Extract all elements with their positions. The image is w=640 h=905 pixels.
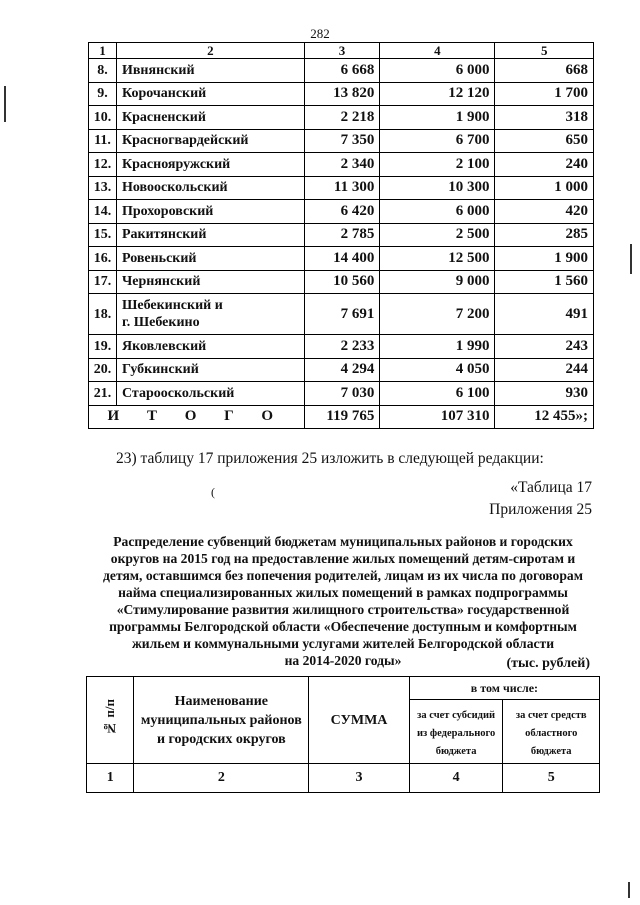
row-number-cell: 8. [89, 59, 117, 83]
title-line: детям, оставшимся без попечения родителей, лицам из их числа по договорам [103, 568, 583, 583]
col-including-label: в том числе: [470, 681, 539, 695]
table-row [89, 358, 594, 382]
instruction-paragraph: 23) таблицу 17 приложения 25 изложить в следующей редакции: [116, 450, 544, 467]
federal-amount-cell: 6 100 [380, 382, 495, 406]
regional-amount-cell: 668 [495, 59, 594, 83]
table-row [89, 294, 594, 335]
district-name-cell [116, 294, 304, 335]
column-number-cell: 2 [134, 764, 309, 793]
total-amount-cell: 7 691 [304, 294, 380, 335]
col-federal-header [409, 700, 503, 764]
total-amount-cell: 6 420 [304, 200, 380, 224]
row-number-cell: 16. [89, 247, 117, 271]
scan-edge-mark [628, 882, 630, 898]
col-sum-header [309, 677, 410, 764]
title-line: программы Белгородской области «Обеспечение доступным и комфортным [109, 619, 577, 634]
row-number-cell: 19. [89, 335, 117, 359]
regional-amount-cell: 420 [495, 200, 594, 224]
district-name-cell: Краснояружский [116, 153, 304, 177]
scan-edge-mark [630, 244, 632, 274]
row-number-cell: 12. [89, 153, 117, 177]
row-number-cell: 18. [89, 294, 117, 335]
table-row [89, 200, 594, 224]
stray-mark: ( [211, 485, 215, 499]
table-row [89, 153, 594, 177]
total-amount-cell: 6 668 [304, 59, 380, 83]
federal-amount-cell: 6 000 [380, 59, 495, 83]
row-number-cell: 17. [89, 270, 117, 294]
table-row [89, 382, 594, 406]
col-federal-label: за счет субсидий из федерального бюджета [416, 709, 496, 757]
column-number-cell: 3 [309, 764, 410, 793]
federal-amount-cell: 6 000 [380, 200, 495, 224]
row-number-cell: 10. [89, 106, 117, 130]
unit-label: (тыс. рублей) [506, 656, 590, 671]
regional-amount-cell: 650 [495, 129, 594, 153]
federal-amount-cell: 1 990 [380, 335, 495, 359]
district-name-cell: Прохоровский [116, 200, 304, 224]
col-including-header [409, 677, 599, 700]
row-number-cell: 15. [89, 223, 117, 247]
regional-amount-cell: 285 [495, 223, 594, 247]
regional-amount-cell: 1 700 [495, 82, 594, 106]
header-cell: 3 [304, 43, 380, 59]
title-line: округов на 2015 год на предоставление жилых помещений детям-сиротам и [110, 551, 576, 566]
total-amount-cell: 7 350 [304, 129, 380, 153]
total-amount-cell: 7 030 [304, 382, 380, 406]
header-cell: 2 [116, 43, 304, 59]
table-row [89, 335, 594, 359]
row-number-cell: 9. [89, 82, 117, 106]
reference-line: Приложения 25 [489, 501, 592, 518]
district-name-cell: Ивнянский [116, 59, 304, 83]
district-name-cell: Яковлевский [116, 335, 304, 359]
scan-edge-mark [4, 86, 6, 122]
total-amount-cell: 13 820 [304, 82, 380, 106]
column-number-cell: 1 [87, 764, 134, 793]
regional-amount-cell: 244 [495, 358, 594, 382]
col-name-label: Наименование муниципальных районов и городских округов [140, 693, 302, 747]
table-row [89, 106, 594, 130]
column-number-cell: 5 [503, 764, 600, 793]
document-title [86, 533, 600, 669]
regional-amount-cell: 240 [495, 153, 594, 177]
total-amount-cell: 2 785 [304, 223, 380, 247]
col-number-label: № п/п [102, 699, 118, 736]
regional-amount-cell: 491 [495, 294, 594, 335]
table-header-row [89, 43, 594, 59]
new-table-header [86, 676, 600, 793]
table-row [89, 247, 594, 271]
federal-amount-cell: 2 100 [380, 153, 495, 177]
regional-amount-cell: 243 [495, 335, 594, 359]
title-line: жильем и коммунальными услугами жителей Белгородской области [131, 636, 555, 651]
title-line: найма специализированных жилых помещений в рамках подпрограммы [118, 585, 568, 600]
regional-amount-cell: 12 455»; [495, 405, 594, 429]
federal-amount-cell: 12 120 [380, 82, 495, 106]
federal-amount-cell: 6 700 [380, 129, 495, 153]
federal-amount-cell: 107 310 [380, 405, 495, 429]
table-row [89, 129, 594, 153]
federal-amount-cell: 12 500 [380, 247, 495, 271]
federal-amount-cell: 7 200 [380, 294, 495, 335]
header-cell: 5 [495, 43, 594, 59]
federal-amount-cell: 9 000 [380, 270, 495, 294]
table-row [89, 223, 594, 247]
total-amount-cell: 11 300 [304, 176, 380, 200]
total-amount-cell: 10 560 [304, 270, 380, 294]
total-label-cell: И Т О Г О [89, 405, 305, 429]
row-number-cell: 13. [89, 176, 117, 200]
table-row [89, 176, 594, 200]
col-name-header [134, 677, 309, 764]
district-name-cell: Красногвардейский [116, 129, 304, 153]
header-cell: 4 [380, 43, 495, 59]
col-regional-header [503, 700, 600, 764]
total-amount-cell: 2 340 [304, 153, 380, 177]
district-name-line: Шебекинский и [121, 298, 223, 313]
total-amount-cell: 14 400 [304, 247, 380, 271]
reference-line: «Таблица 17 [510, 479, 592, 496]
row-number-cell: 14. [89, 200, 117, 224]
title-line: на 2014-2020 годы» [284, 653, 402, 668]
table-row [89, 59, 594, 83]
row-number-cell: 21. [89, 382, 117, 406]
regional-amount-cell: 318 [495, 106, 594, 130]
column-number-cell: 4 [409, 764, 503, 793]
federal-amount-cell: 10 300 [380, 176, 495, 200]
federal-amount-cell: 1 900 [380, 106, 495, 130]
title-line: Распределение субвенций бюджетам муниципальных районов и городских [113, 534, 573, 549]
district-name-cell: Ракитянский [116, 223, 304, 247]
total-amount-cell: 2 233 [304, 335, 380, 359]
regional-amount-cell: 1 560 [495, 270, 594, 294]
regional-amount-cell: 1 900 [495, 247, 594, 271]
federal-amount-cell: 4 050 [380, 358, 495, 382]
district-name-cell: Новооскольский [116, 176, 304, 200]
row-number-cell: 11. [89, 129, 117, 153]
col-sum-label: СУММА [330, 713, 388, 728]
title-line: «Стимулирование развития жилищного строительства» государственной [116, 602, 570, 617]
district-name-cell: Красненский [116, 106, 304, 130]
district-name-line: г. Шебекино [121, 315, 200, 330]
total-amount-cell: 119 765 [304, 405, 380, 429]
table-row [89, 270, 594, 294]
page-number: 282 [310, 26, 330, 41]
table-row [89, 82, 594, 106]
district-name-cell: Корочанский [116, 82, 304, 106]
federal-amount-cell: 2 500 [380, 223, 495, 247]
allocation-table-continued [88, 42, 594, 429]
total-amount-cell: 2 218 [304, 106, 380, 130]
regional-amount-cell: 1 000 [495, 176, 594, 200]
district-name-cell: Старооскольский [116, 382, 304, 406]
district-name-cell: Губкинский [116, 358, 304, 382]
col-number-header [87, 677, 134, 764]
total-row [89, 405, 594, 429]
regional-amount-cell: 930 [495, 382, 594, 406]
row-number-cell: 20. [89, 358, 117, 382]
total-amount-cell: 4 294 [304, 358, 380, 382]
district-name-cell: Чернянский [116, 270, 304, 294]
header-cell: 1 [89, 43, 117, 59]
table-reference [489, 477, 592, 521]
col-regional-label: за счет средств областного бюджета [515, 709, 587, 757]
district-name-cell: Ровеньский [116, 247, 304, 271]
